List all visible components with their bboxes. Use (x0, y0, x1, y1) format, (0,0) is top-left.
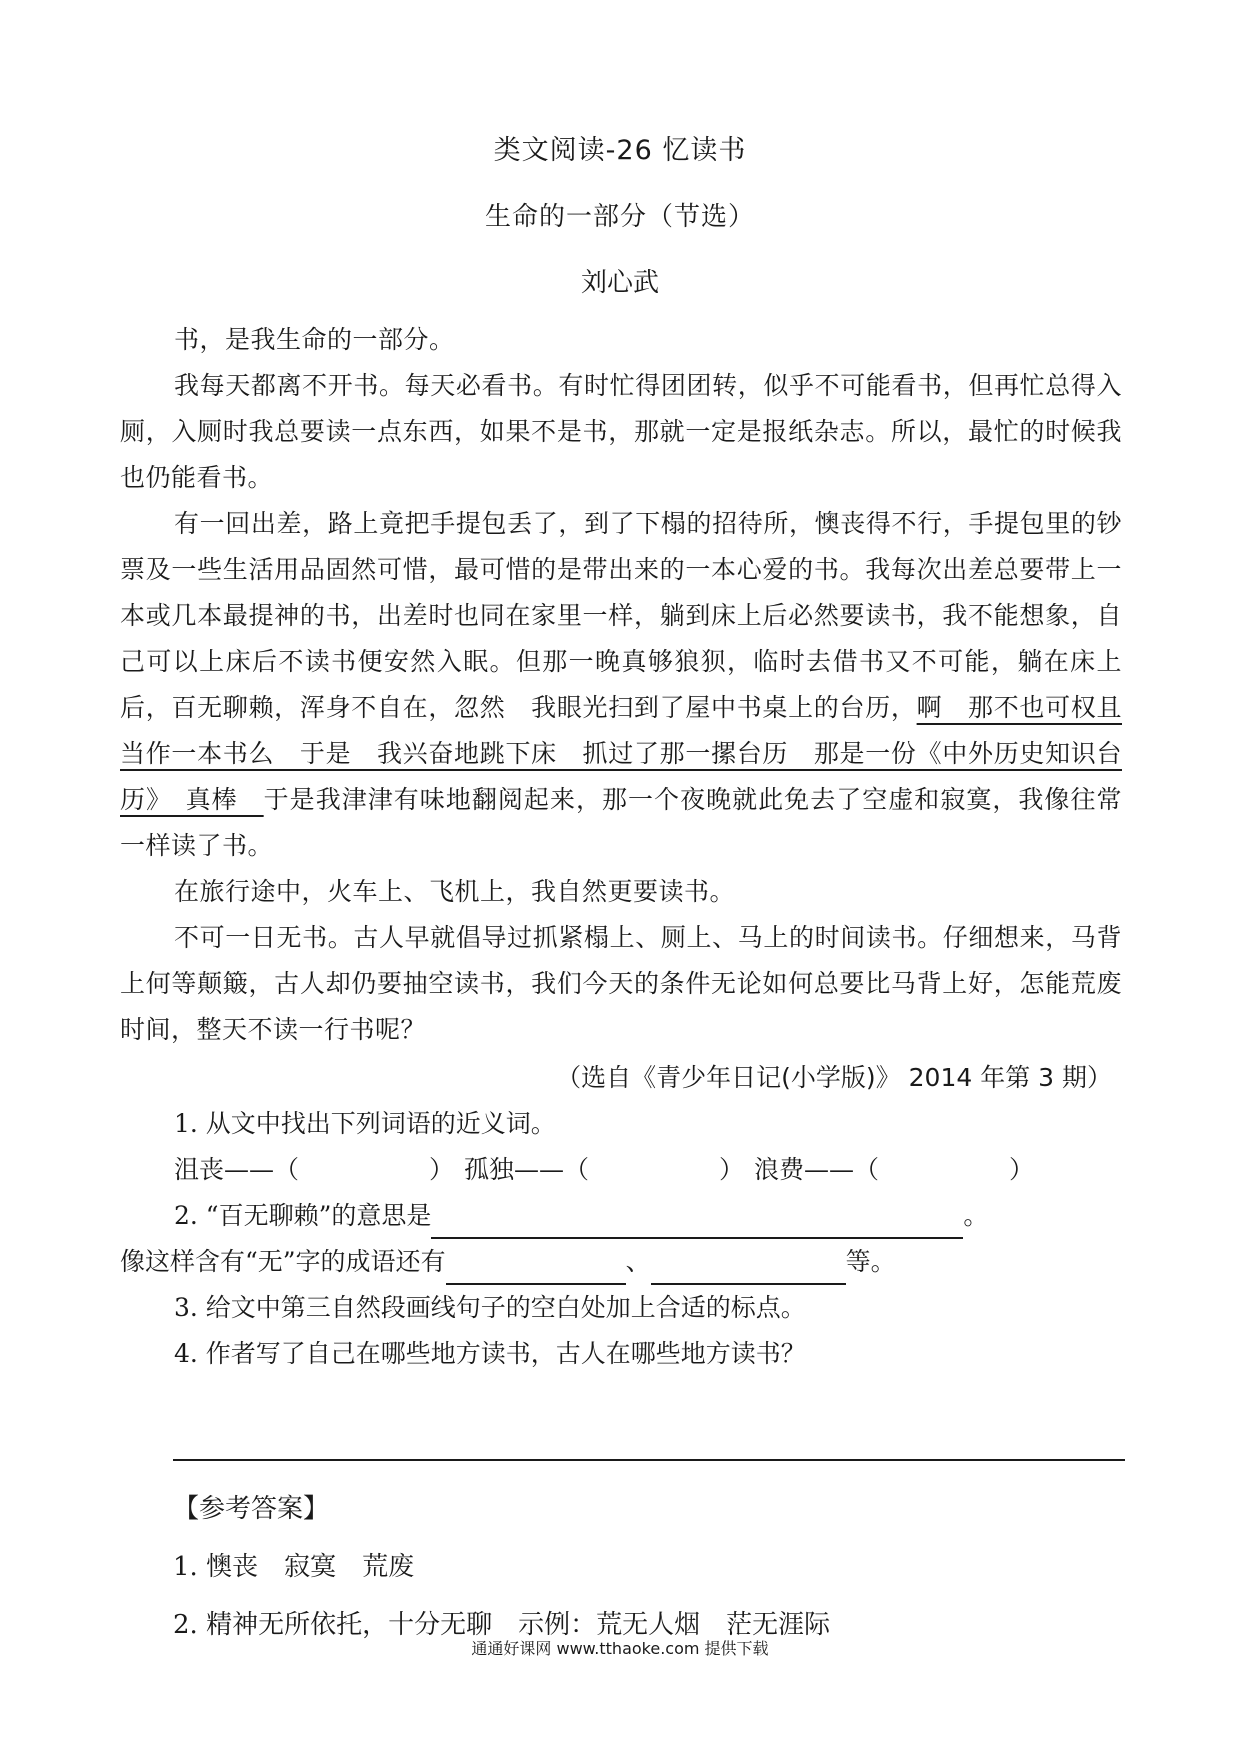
paren-close: ） (719, 1155, 745, 1184)
question-1: 1. 从文中找出下列词语的近义词。 (174, 1109, 556, 1138)
separator: 、 (625, 1247, 651, 1276)
synonym-blank-2[interactable] (464, 1147, 754, 1193)
paren-close: ） (429, 1155, 455, 1184)
answer-section (173, 1480, 1123, 1654)
answer-heading: 【参考答案】 (173, 1494, 330, 1524)
paragraph-3-text: 有一回出差，路上竟把手提包丢了，到了下榻的招待所，懊丧得不行，手提包里的钞票及一些生活用品固然可惜，最可惜的是带出来的一本心爱的书。我每次出差总要带上一本或几本最提神的书，出差时也同在家里一样，躺到床上后必然要读书，我不能想象，自己可以上床后不读书便安然入眠。但那一晚真够狼狈，临时去借书又不可能，躺在床上后，百无聊赖，浑身不自在，忽然 我眼光扫到了屋中书桌上的台历， (120, 509, 1122, 722)
paragraph-1: 书，是我生命的一部分。 (174, 325, 455, 354)
paragraph-3-tail: 于是我津津有味地翻阅起来，那一个夜晚就此免去了空虚和寂寞，我像往常一样读了书。 (120, 785, 1122, 860)
paragraph-2: 我每天都离不开书。每天必看书。有时忙得团团转，似乎不可能看书，但再忙总得入厕，入厕时我总要读一点东西，如果不是书，那就一定是报纸杂志。所以，最忙的时候我也仍能看书。 (120, 371, 1122, 492)
underlined-sentence: 啊 那不也可权且当作一本书么 于是 我兴奋地跳下床 抓过了那一摞台历 那是一份《中外历史知识台历》 真棒 (120, 693, 1122, 814)
question-2-continued (120, 1239, 1122, 1285)
question-2 (120, 1193, 1122, 1239)
question-2-text: 2. “百无聊赖”的意思是 (174, 1201, 432, 1230)
question-2b-text: 像这样含有“无”字的成语还有 (120, 1247, 446, 1276)
article-body (120, 317, 1122, 1377)
document-title: 类文阅读-26 忆读书 (493, 135, 747, 166)
word-label: 孤独——（ (464, 1155, 590, 1184)
paren-close: ） (1009, 1155, 1035, 1184)
question-3: 3. 给文中第三自然段画线句子的空白处加上合适的标点。 (174, 1293, 806, 1322)
ending: 等。 (845, 1247, 896, 1276)
source-citation: （选自《青少年日记(小学版)》 2014 年第 3 期） (556, 1063, 1112, 1092)
answer-2: 2. 精神无所依托，十分无聊 示例：荒无人烟 茫无涯际 (173, 1610, 831, 1640)
article-title: 生命的一部分（节选） (484, 202, 755, 232)
page-footer: 通通好课网 www.tthaoke.com 提供下载 (471, 1639, 769, 1658)
question-1-blanks (120, 1147, 1122, 1193)
question-4: 4. 作者写了自己在哪些地方读书，古人在哪些地方读书？ (174, 1339, 806, 1368)
paragraph-4: 在旅行途中，火车上、飞机上，我自然更要读书。 (174, 877, 736, 906)
period: 。 (963, 1201, 989, 1230)
synonym-blank-3[interactable] (754, 1147, 1034, 1193)
answer-line[interactable] (431, 1207, 963, 1239)
answer-line-2[interactable] (651, 1253, 846, 1285)
answer-line-1[interactable] (446, 1253, 626, 1285)
answer-1: 1. 懊丧 寂寞 荒废 (173, 1552, 415, 1582)
paragraph-5: 不可一日无书。古人早就倡导过抓紧榻上、厕上、马上的时间读书。仔细想来，马背上何等颠簸，古人却仍要抽空读书，我们今天的条件无论如何总要比马背上好，怎能荒废时间，整天不读一行书呢？ (120, 923, 1122, 1044)
paragraph-3 (120, 501, 1122, 869)
word-label: 沮丧——（ (174, 1155, 300, 1184)
word-label: 浪费——（ (754, 1155, 880, 1184)
article-author: 刘心武 (580, 268, 659, 298)
section-divider (173, 1459, 1125, 1461)
synonym-blank-1[interactable] (174, 1147, 464, 1193)
